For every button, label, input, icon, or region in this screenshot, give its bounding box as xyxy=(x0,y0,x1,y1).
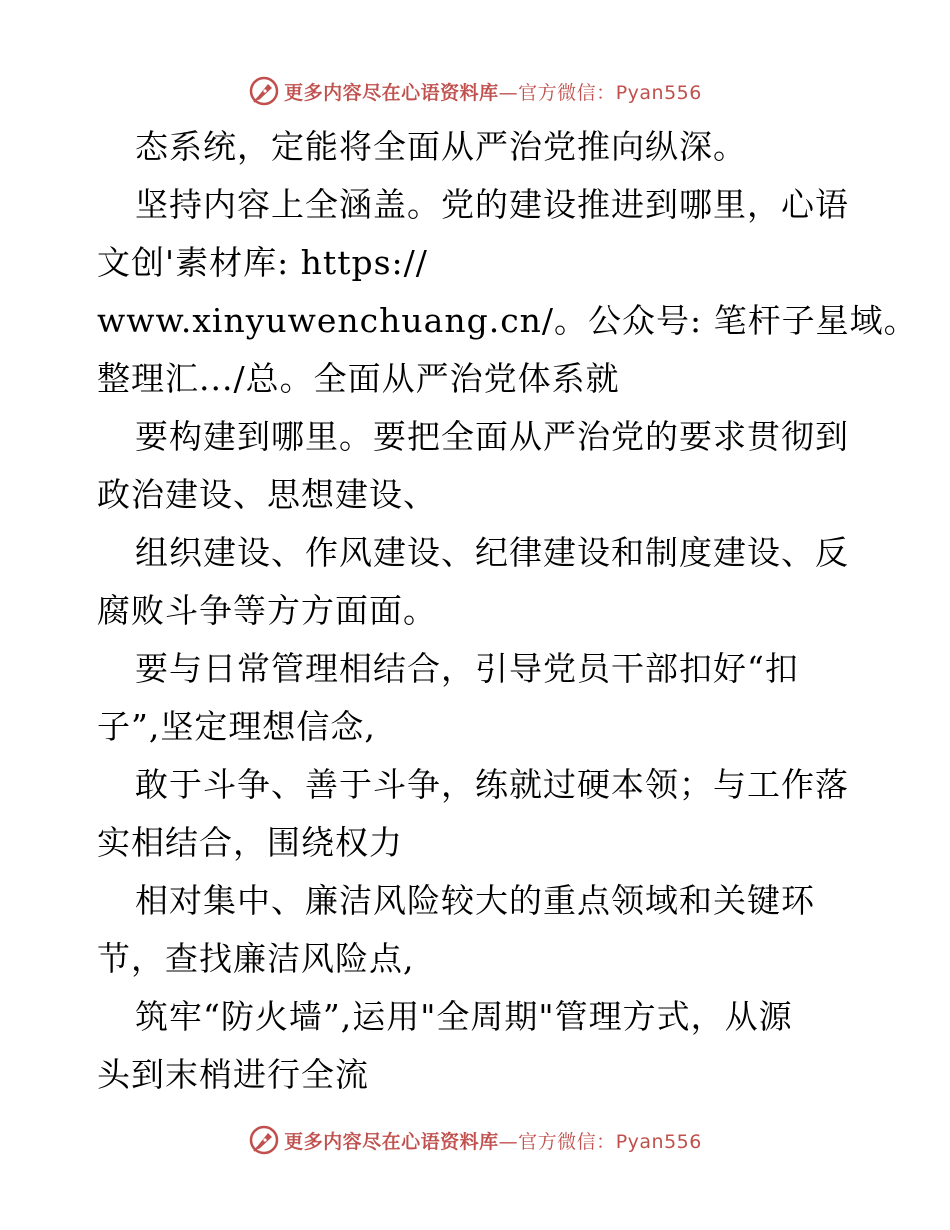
text-line: 文创'素材库: https:// xyxy=(97,243,428,282)
text-line: 整理汇.../总。全面从严治党体系就 xyxy=(97,359,620,398)
text-line: 要构建到哪里。要把全面从严治党的要求贯彻到 xyxy=(135,417,849,456)
text-line: 态系统，定能将全面从严治党推向纵深。 xyxy=(135,127,747,166)
banner-wechat-id: Pyan556 xyxy=(615,1130,702,1153)
banner-prefix: 更多内容尽在心语资料库 xyxy=(284,1130,499,1153)
text-line: 子”,坚定理想信念, xyxy=(97,707,376,746)
text-line: 组织建设、作风建设、纪律建设和制度建设、反 xyxy=(135,533,849,572)
banner-separator: — xyxy=(498,81,519,104)
text-line: 腐败斗争等方方面面。 xyxy=(97,591,437,630)
header-banner xyxy=(0,71,950,111)
text-line: 节，查找廉洁风险点, xyxy=(97,939,415,978)
banner-text xyxy=(284,1127,702,1154)
banner-separator: — xyxy=(498,1130,519,1153)
pen-nib-logo-icon xyxy=(248,1124,280,1156)
banner-suffix: 官方微信： xyxy=(518,81,616,104)
banner-wechat-id: Pyan556 xyxy=(615,81,702,104)
pen-nib-logo-icon xyxy=(248,75,280,107)
text-line: 筑牢“防火墙”,运用"全周期"管理方式，从源 xyxy=(135,997,793,1036)
text-line: 敢于斗争、善于斗争，练就过硬本领；与工作落 xyxy=(135,765,849,804)
text-line: 政治建设、思想建设、 xyxy=(97,475,437,514)
banner-suffix: 官方微信： xyxy=(518,1130,616,1153)
document-body xyxy=(97,118,918,1104)
banner-prefix: 更多内容尽在心语资料库 xyxy=(284,81,499,104)
text-line: 要与日常管理相结合，引导党员干部扣好“扣 xyxy=(135,649,799,688)
text-line: 相对集中、廉洁风险较大的重点领域和关键环 xyxy=(135,881,815,920)
footer-banner xyxy=(0,1120,950,1160)
text-line: 头到末梢进行全流 xyxy=(97,1055,369,1094)
text-line: www.xinyuwenchuang.cn/。公众号: 笔杆子星域。 xyxy=(97,301,918,340)
text-line: 实相结合，围绕权力 xyxy=(97,823,403,862)
text-line: 坚持内容上全涵盖。党的建设推进到哪里，心语 xyxy=(135,185,849,224)
banner-text xyxy=(284,78,702,105)
